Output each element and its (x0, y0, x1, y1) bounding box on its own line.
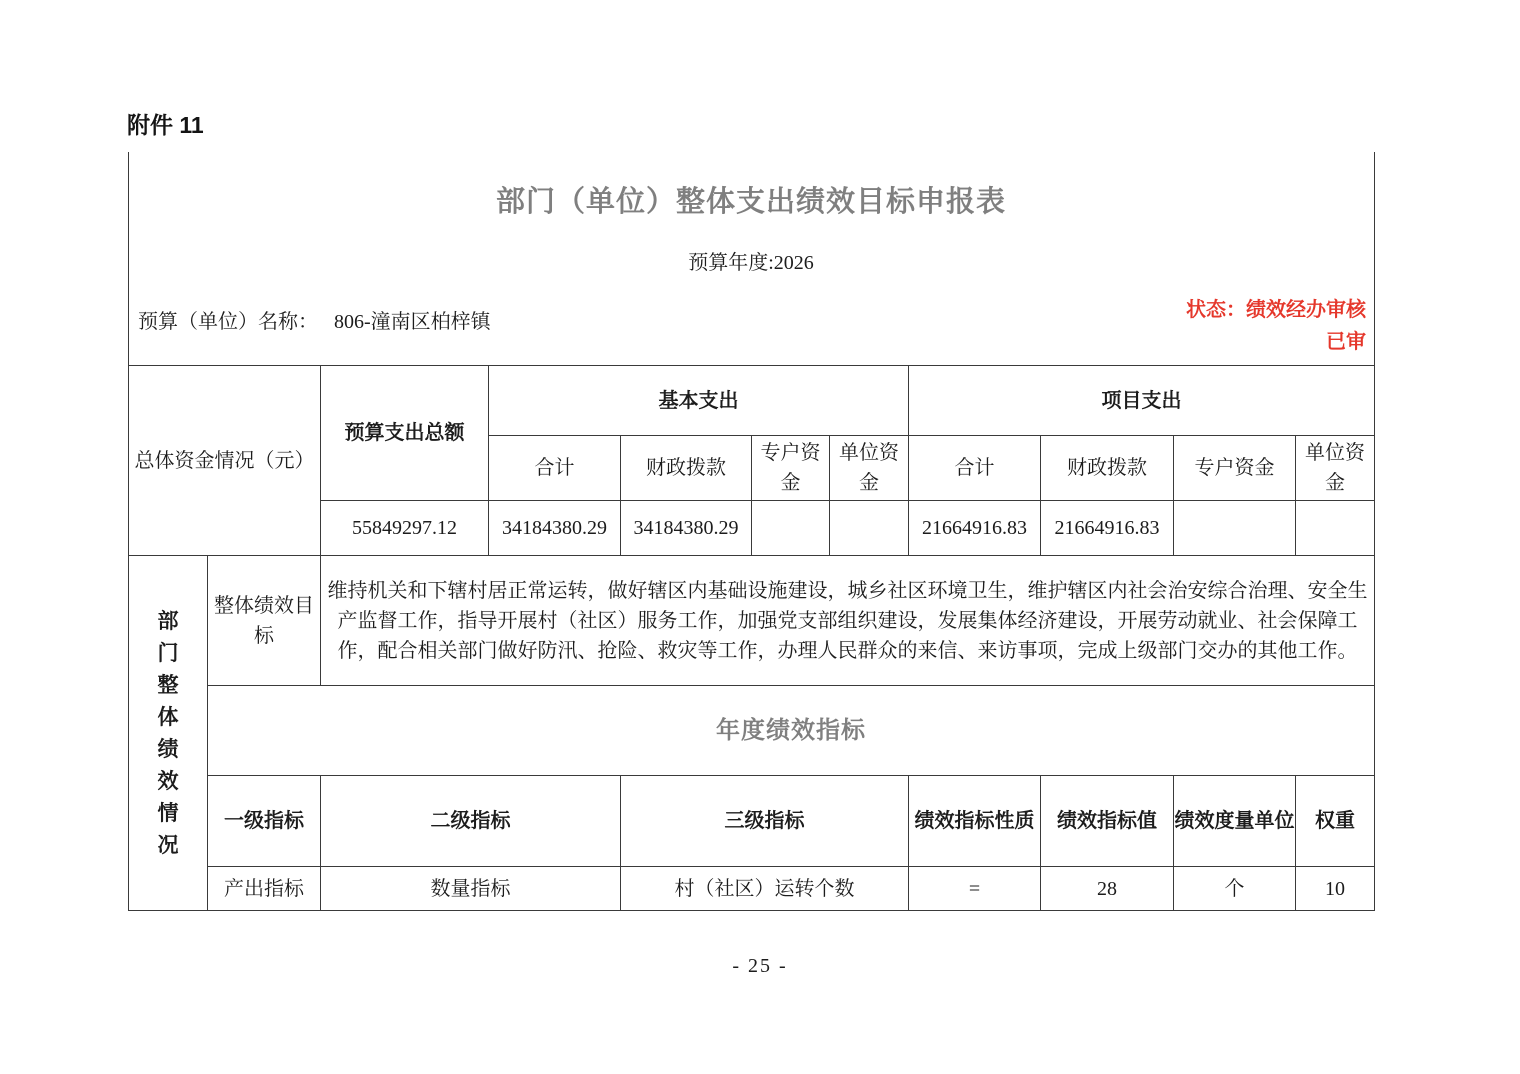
basic-subtotal-header: 合计 (489, 436, 621, 501)
project-special-value (1174, 501, 1296, 556)
status-line-1: 状态：绩效经办审核 (1186, 299, 1366, 321)
basic-special-value (752, 501, 830, 556)
unit-name-label: 预算（单位）名称： (138, 311, 318, 333)
total-expenditure-value: 55849297.12 (321, 501, 489, 556)
project-unit-value (1296, 501, 1375, 556)
basic-special-header: 专户资金 (752, 436, 830, 501)
total-expenditure-header: 预算支出总额 (321, 366, 489, 501)
indicator-nature-header: 绩效指标性质 (909, 776, 1041, 867)
level2-indicator-header: 二级指标 (321, 776, 621, 867)
indicator-unit-header: 绩效度量单位 (1174, 776, 1296, 867)
annual-indicators-banner: 年度绩效指标 (208, 686, 1375, 776)
basic-expenditure-group-header: 基本支出 (489, 366, 909, 436)
indicator-level2-value: 数量指标 (321, 867, 621, 911)
level1-indicator-header: 一级指标 (208, 776, 321, 867)
page-number: - 25 - (732, 955, 788, 977)
overall-goal-label: 整体绩效目标 (208, 556, 321, 686)
indicator-unit-value: 个 (1174, 867, 1296, 911)
overall-goal-text: 维持机关和下辖村居正常运转，做好辖区内基础设施建设，城乡社区环境卫生，维护辖区内社会治安综合治理、安全生产监督工作，指导开展村（社区）服务工作，加强党支部组织建设，发展集体经济建设，开展劳动就业、社会保障工作，配合相关部门做好防汛、抢险、救灾等工作，办理人民群众的来信、来访事项，完成上级部门交办的其他工作。 (321, 556, 1375, 686)
indicator-level1-value: 产出指标 (208, 867, 321, 911)
indicator-nature-value: = (909, 867, 1041, 911)
indicator-weight-header: 权重 (1296, 776, 1375, 867)
section-side-label: 部门整体绩效情况 (157, 609, 179, 857)
indicator-data-row (129, 867, 1375, 911)
section-side-label-cell (129, 556, 208, 911)
indicator-level3-value: 村（社区）运转个数 (621, 867, 909, 911)
overall-funds-label: 总体资金情况（元） (129, 366, 321, 556)
basic-unit-value (830, 501, 909, 556)
project-fiscal-header: 财政拨款 (1041, 436, 1174, 501)
level3-indicator-header: 三级指标 (621, 776, 909, 867)
form-title: 部门（单位）整体支出绩效目标申报表 (495, 186, 1006, 218)
basic-fiscal-value: 34184380.29 (621, 501, 752, 556)
project-expenditure-group-header: 项目支出 (909, 366, 1375, 436)
budget-year: 预算年度:2026 (688, 252, 814, 274)
unit-name-value: 806-潼南区柏梓镇 (334, 311, 491, 333)
basic-subtotal-value: 34184380.29 (489, 501, 621, 556)
status-text (128, 294, 1366, 358)
indicator-value-value: 28 (1041, 867, 1174, 911)
performance-table (128, 555, 1375, 911)
basic-unit-header: 单位资金 (830, 436, 909, 501)
project-subtotal-header: 合计 (909, 436, 1041, 501)
project-unit-header: 单位资金 (1296, 436, 1375, 501)
project-special-header: 专户资金 (1174, 436, 1296, 501)
project-fiscal-value: 21664916.83 (1041, 501, 1174, 556)
indicator-weight-value: 10 (1296, 867, 1375, 911)
funds-table (128, 365, 1375, 556)
project-subtotal-value: 21664916.83 (909, 501, 1041, 556)
basic-fiscal-header: 财政拨款 (621, 436, 752, 501)
status-line-2: 已审 (1326, 331, 1366, 353)
attachment-label: 附件 11 (127, 112, 204, 138)
indicator-value-header: 绩效指标值 (1041, 776, 1174, 867)
